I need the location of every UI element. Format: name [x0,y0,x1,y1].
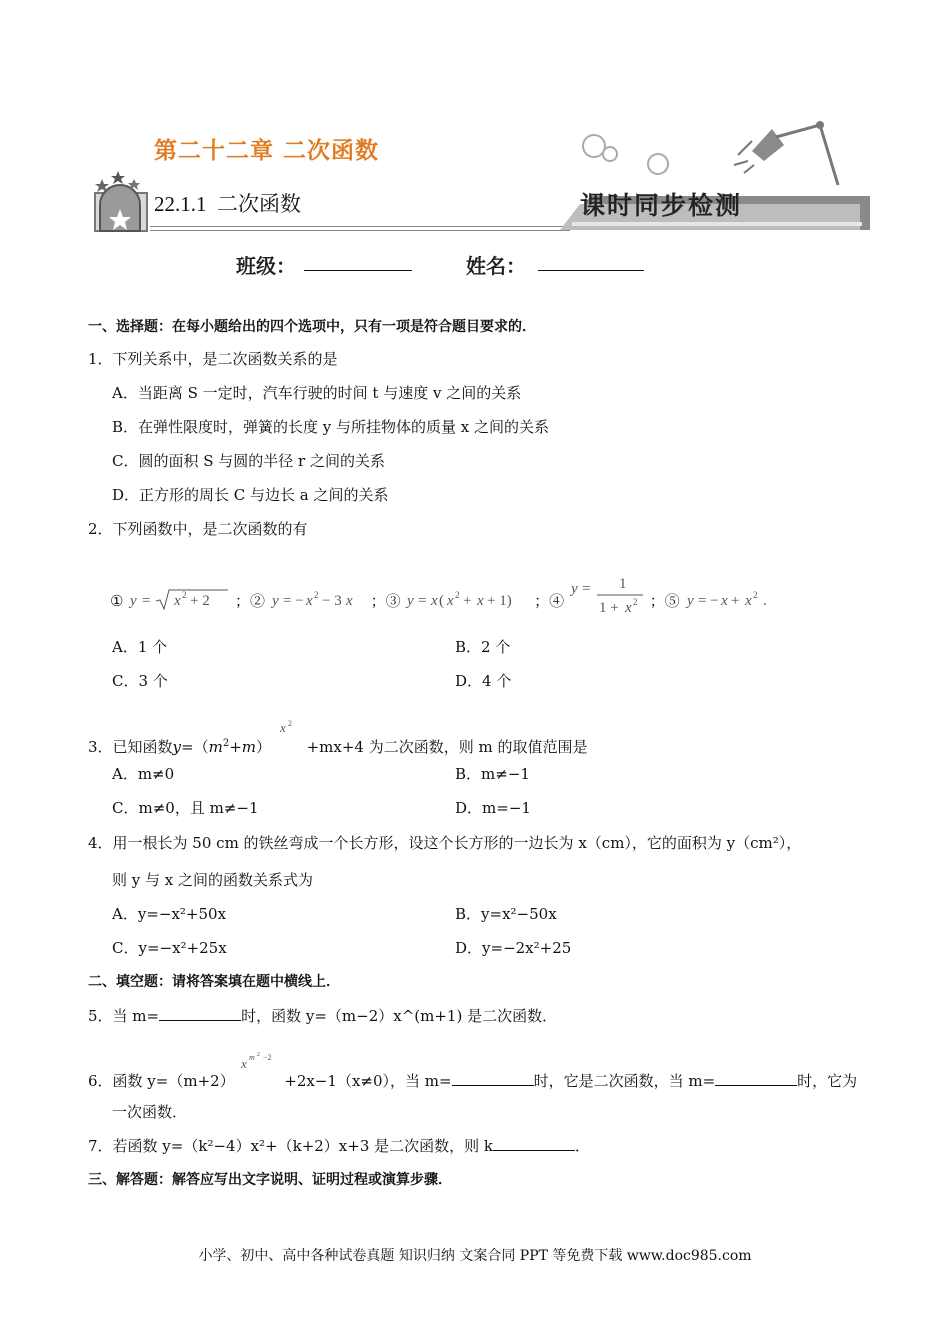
svg-text:= −: = − [282,593,304,609]
q3-stem: 3．已知函数$y=(m^2+m)$ x 2 +mx+4 为二次函数，则 m 的取值范围是 [88,719,588,756]
q7-end: ． [575,1137,591,1155]
svg-text:+ 1): + 1) [487,593,513,609]
svg-text:2: 2 [313,590,319,600]
q4-option-b: B．y=x²−50x [455,905,557,923]
footer-text: 小学、初中、高中各种试卷真题 知识归纳 文案合同 PPT 等免费下载 www.doc985.com [198,1248,752,1264]
svg-text:2: 2 [752,590,758,600]
svg-text:y: y [271,593,279,609]
bubbles-icon [580,130,680,180]
q7-answer-blank[interactable] [493,1136,575,1151]
star-emblem-icon [90,165,160,235]
q2-stem: 2．下列函数中，是二次函数的有 [88,520,308,538]
svg-text:2: 2 [257,1052,261,1058]
q2-formula-4 [569,576,645,620]
q3-stem-pre: 3．已知函数 [88,738,173,756]
q2-formula-1 [128,588,230,612]
section-choice-heading: 一、选择题：在每小题给出的四个选项中，只有一项是符合题目要求的． [88,319,536,335]
svg-text:m: m [249,1053,256,1062]
header-banner [90,110,870,240]
q6-row [88,1052,857,1091]
q1-option-a: A．当距离 S 一定时，汽车行驶的时间 t 与速度 v 之间的关系 [112,384,522,402]
section-fill-heading: 二、填空题：请将答案填在题中横线上． [88,974,340,990]
class-label: 班级： [236,254,296,278]
q2-f2-marker: ；② [235,592,266,610]
q5-post: 时，函数 y=（m−2）x^(m+1) 是二次函数． [241,1007,558,1025]
svg-text:x: x [345,593,353,609]
section-title: 22.1.1 二次函数 [154,192,301,216]
svg-text:x: x [279,720,286,735]
svg-text:=: = [581,581,591,597]
q2-option-b: B．2 个 [455,638,511,656]
q2-f1-marker: ① [110,592,124,610]
svg-text:x: x [241,1056,248,1071]
svg-text:= −: = − [697,593,719,609]
svg-text:2: 2 [182,590,187,600]
q2-f3-marker: ；③ [370,592,401,610]
q6-answer-blank-1[interactable] [452,1071,534,1086]
q6-line2: 一次函数． [112,1103,188,1121]
svg-text:.: . [762,593,767,609]
svg-text:−2: −2 [263,1053,272,1062]
svg-text:x: x [720,593,728,609]
svg-text:x: x [477,593,485,609]
svg-text:1 +: 1 + [598,600,619,616]
svg-text:x: x [624,600,632,616]
q6-post: 时，它为 [797,1072,858,1090]
q2-formula-2 [270,588,366,612]
q4-option-a: A．y=−x²+50x [112,905,227,923]
svg-text:x: x [305,593,313,609]
name-label: 姓名： [466,254,526,278]
svg-text:y: y [130,593,137,609]
q3-exponent [276,718,302,742]
q2-f5-marker: ；⑤ [649,592,680,610]
q1-option-c: C．圆的面积 S 与圆的半径 r 之间的关系 [112,452,385,470]
q2-formula-3 [405,588,529,612]
svg-text:2: 2 [632,597,638,607]
svg-text:(: ( [439,593,445,609]
q7-text: 7．若函数 y=（k²−4）x²+（k+2）x+3 是二次函数，则 k [88,1137,494,1155]
q6-mid: +2x−1（x≠0），当 m= [284,1072,452,1090]
svg-text:1: 1 [618,576,627,592]
q5-answer-blank[interactable] [159,1006,241,1021]
q4-option-c: C．y=−x²+25x [112,939,227,957]
q3-option-c: C．m≠0，且 m≠−1 [112,799,259,817]
q2-formula-5 [685,588,777,612]
q3-stem-post: +mx+4 为二次函数，则 m 的取值范围是 [306,738,588,756]
svg-text:+: + [463,593,472,609]
svg-text:y: y [686,593,694,609]
svg-text:y: y [570,581,578,597]
q1-option-d: D．正方形的周长 C 与边长 a 之间的关系 [112,486,389,504]
q3-option-a: A．m≠0 [112,765,175,783]
q4-stem-line1: 4．用一根长为 50 cm 的铁丝弯成一个长方形，设这个长方形的一边长为 x（cm），它的面积为 y（cm²）， [88,834,802,852]
svg-text:+: + [730,593,740,609]
svg-text:2: 2 [455,590,460,600]
q1-stem: 1．下列关系中，是二次函数关系的是 [88,350,338,368]
svg-text:x: x [744,593,752,609]
svg-text:− 3: − 3 [321,593,342,609]
banner-text: 课时同步检测 [580,193,743,220]
q6-pre: 6．函数 y=（m+2） [88,1072,235,1090]
svg-text:x: x [174,593,181,609]
desk-lamp-icon [730,115,860,195]
svg-text:x: x [431,593,439,609]
class-field[interactable] [304,270,412,271]
svg-text:+ 2: + 2 [190,593,210,609]
svg-text:=: = [418,593,427,609]
chapter-title: 第二十二章 二次函数 [154,138,380,164]
svg-text:y: y [407,593,415,609]
header-rule [150,226,570,231]
svg-text:x: x [447,593,455,609]
q6-exponent [239,1052,279,1076]
q5-pre: 5．当 m= [88,1007,160,1025]
q6-mid2: 时，它是二次函数，当 m= [533,1072,716,1090]
q2-option-a: A．1 个 [112,638,168,656]
section-answer-heading: 三、解答题：解答应写出文字说明、证明过程或演算步骤． [88,1172,452,1188]
q4-stem-line2: 则 y 与 x 之间的函数关系式为 [112,871,314,889]
q2-functions-row [110,576,777,620]
q1-option-b: B．在弹性限度时，弹簧的长度 y 与所挂物体的质量 x 之间的关系 [112,418,550,436]
q3-option-b: B．m≠−1 [455,765,530,783]
q6-answer-blank-2[interactable] [715,1071,797,1086]
q7-row [88,1136,590,1156]
svg-text:2: 2 [287,719,292,728]
name-field[interactable] [538,270,644,271]
q2-option-c: C．3 个 [112,672,168,690]
q2-f4-marker: ；④ [534,592,565,610]
q2-option-d: D．4 个 [455,672,512,690]
q4-option-d: D．y=−2x²+25 [455,939,572,957]
q3-option-d: D．m=−1 [455,799,531,817]
svg-text:=: = [142,593,151,609]
q5-row [88,1006,557,1026]
